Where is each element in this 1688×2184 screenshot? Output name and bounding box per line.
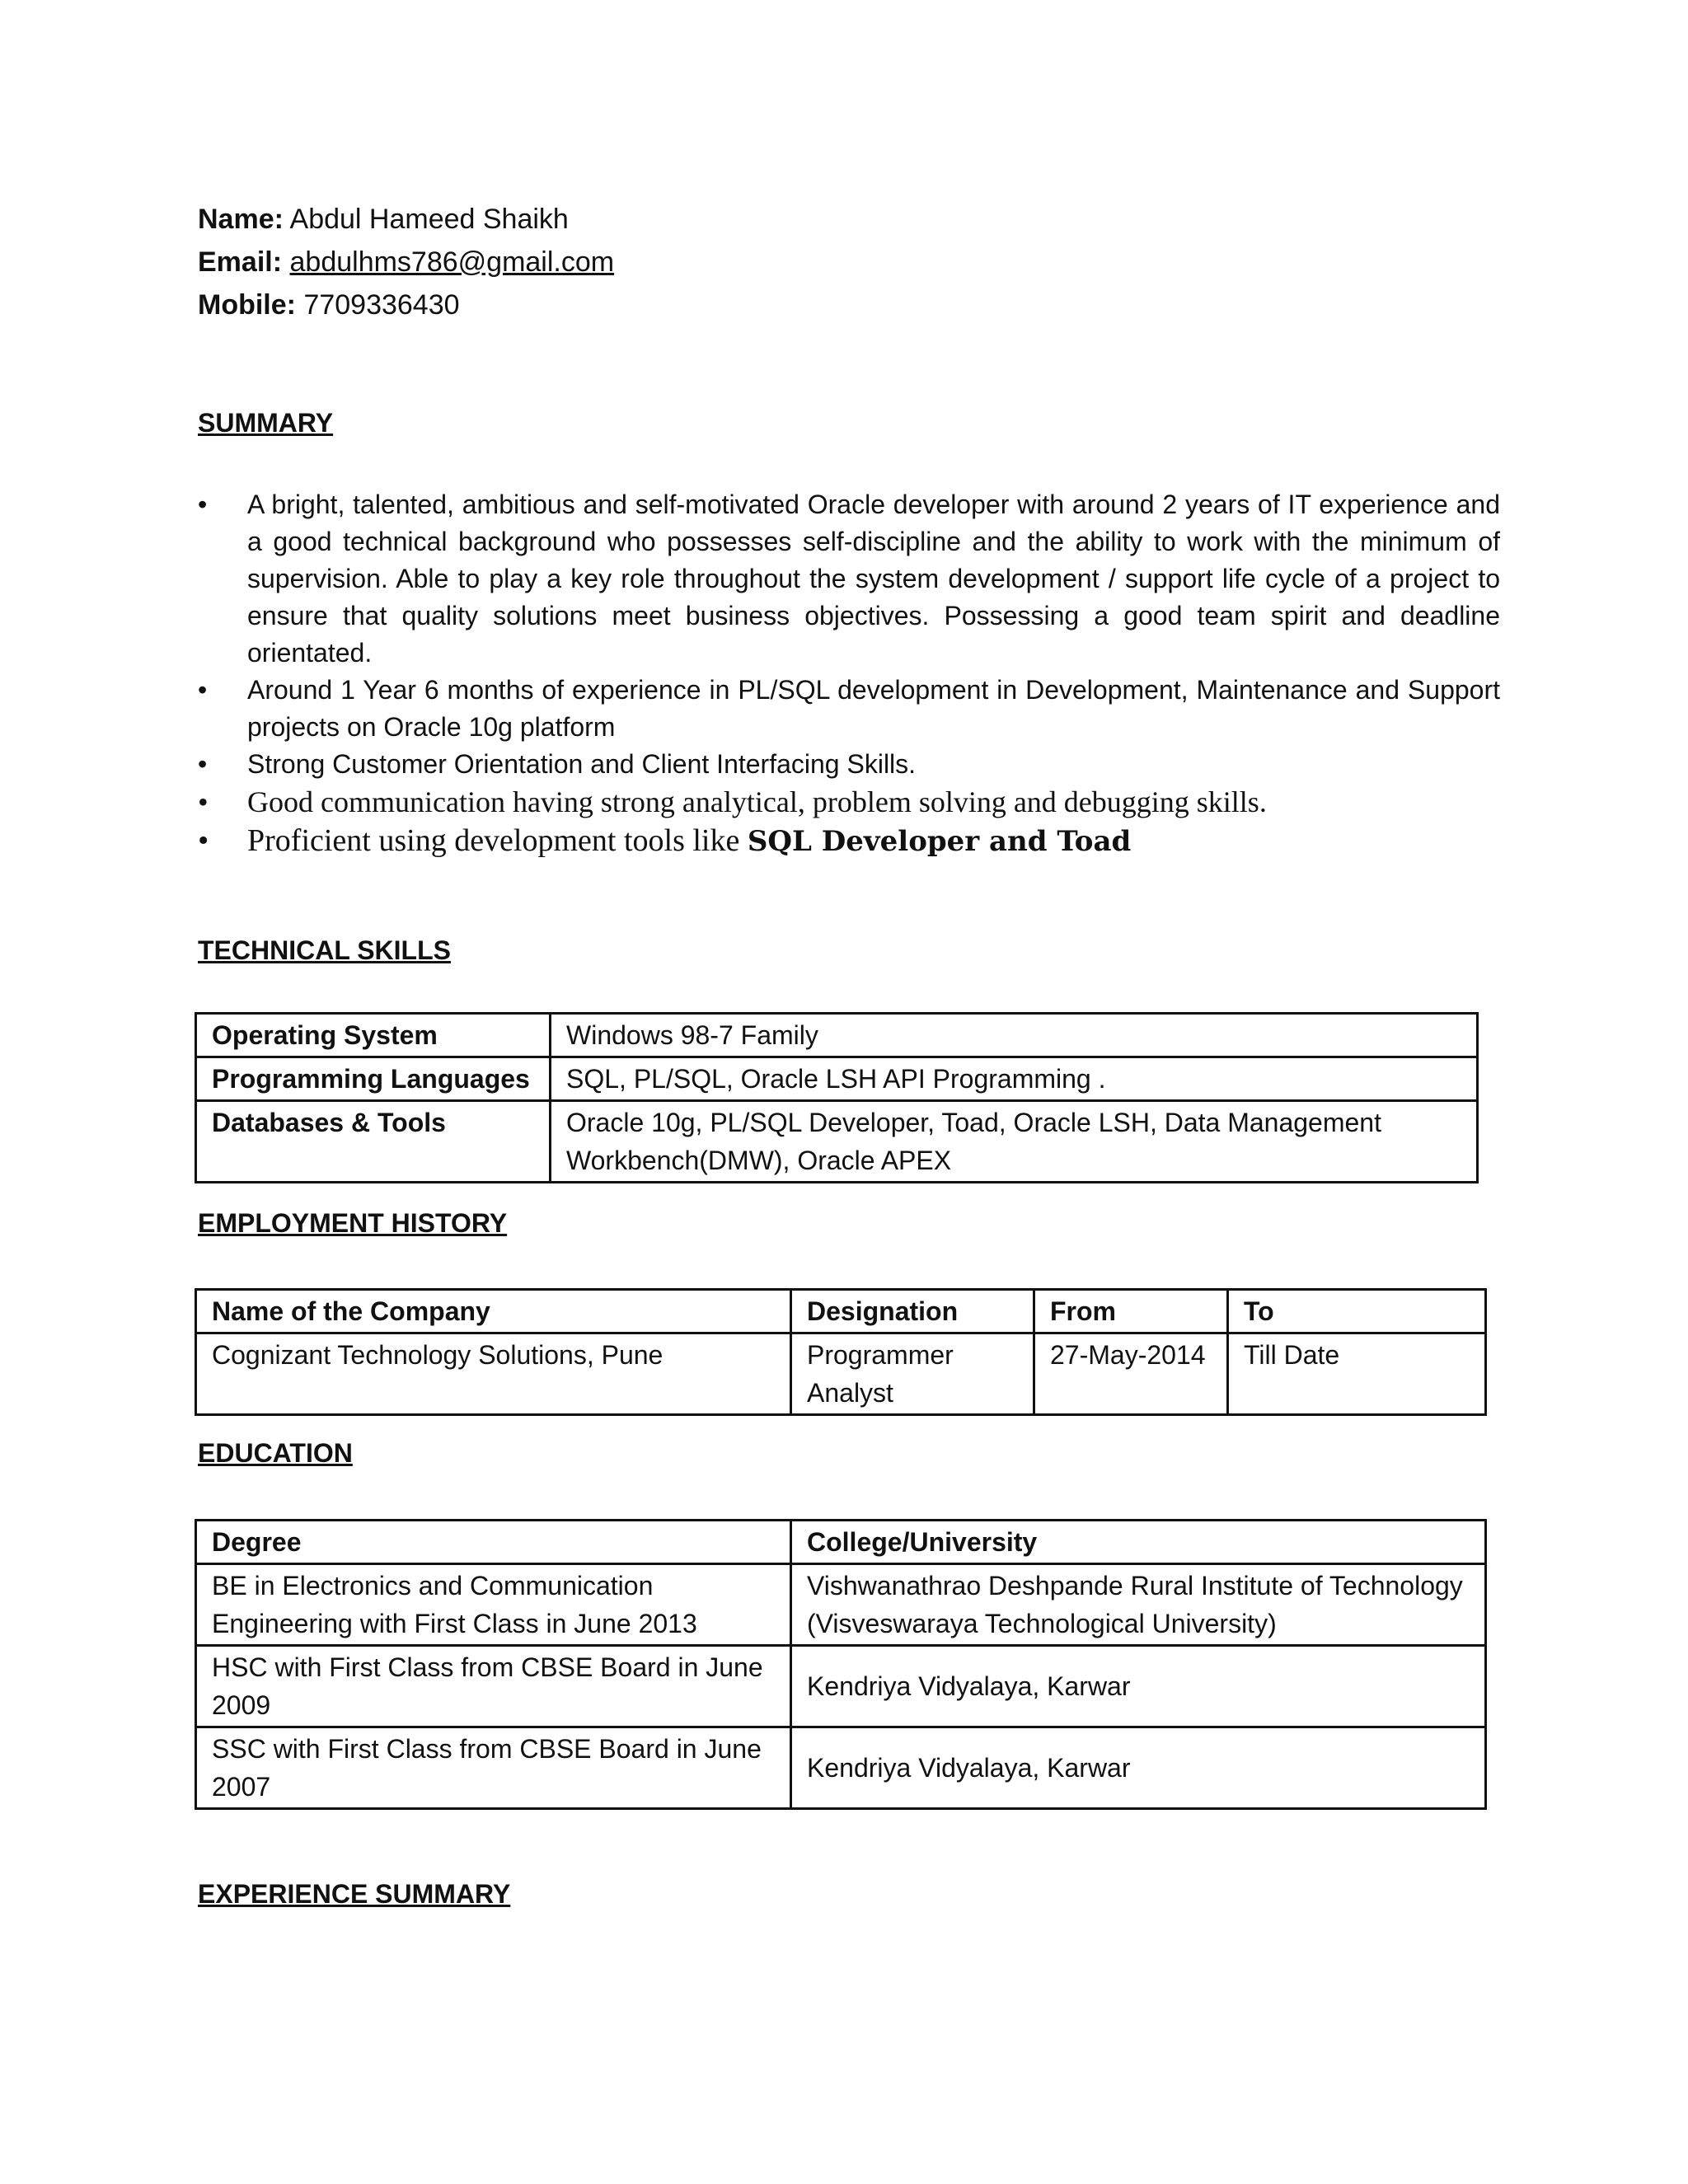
mobile-row	[198, 284, 614, 326]
employment-table	[195, 1288, 1487, 1416]
tools-text: SQL Developer and Toad	[747, 825, 1132, 858]
summary-bullet	[198, 821, 1500, 861]
summary-list	[198, 486, 1500, 861]
mobile-value: 7709336430	[303, 289, 460, 321]
bullet-icon: •	[198, 749, 208, 779]
bullet-icon: •	[198, 490, 208, 519]
column-header: College/University	[791, 1521, 1486, 1564]
designation-cell: Programmer Analyst	[791, 1333, 1034, 1415]
name-label: Name:	[198, 204, 284, 235]
column-header: Name of the Company	[196, 1290, 791, 1333]
degree-cell: SSC with First Class from CBSE Board in June 2007	[196, 1727, 791, 1809]
summary-bullet: • Around 1 Year 6 months of experience in PL/SQL development in Development, Maintenance and Support projects on Oracle 10g platform	[198, 672, 1500, 746]
college-cell: Kendriya Vidyalaya, Karwar	[791, 1727, 1486, 1809]
summary-bullet: • Good communication having strong analytical, problem solving and debugging skills.	[198, 783, 1500, 821]
mobile-label: Mobile:	[198, 289, 296, 321]
table-row	[196, 1101, 1478, 1183]
company-cell: Cognizant Technology Solutions, Pune	[196, 1333, 791, 1415]
table-row	[196, 1014, 1478, 1057]
skill-label: Programming Languages	[196, 1057, 551, 1101]
degree-cell: HSC with First Class from CBSE Board in June 2009	[196, 1646, 791, 1727]
summary-heading: SUMMARY	[198, 408, 334, 438]
bullet-icon: •	[198, 675, 208, 705]
contact-block	[198, 198, 614, 326]
skill-value: Oracle 10g, PL/SQL Developer, Toad, Oracle LSH, Data Management Workbench(DMW), Oracle APEX	[551, 1101, 1478, 1183]
email-label: Email:	[198, 246, 283, 278]
summary-bullet: • A bright, talented, ambitious and self-motivated Oracle developer with around 2 years of IT experience and a good technical background who possesses self-discipline and the ability to work with the minimum of supervision. Able to play a key role throughout the system development / support life cycle of a project to ensure that quality solutions meet business objectives. Possessing a good team spirit and deadline orientated.	[198, 486, 1500, 672]
name-row	[198, 198, 614, 241]
column-header: From	[1034, 1290, 1228, 1333]
education-table	[195, 1519, 1487, 1810]
experience-summary-heading: EXPERIENCE SUMMARY	[198, 1879, 511, 1909]
to-cell: Till Date	[1228, 1333, 1486, 1415]
table-row	[196, 1057, 1478, 1101]
technical-skills-table	[195, 1012, 1479, 1183]
table-row	[196, 1646, 1486, 1727]
email-link[interactable]: abdulhms786@gmail.com	[289, 246, 615, 278]
skill-value: Windows 98-7 Family	[551, 1014, 1478, 1057]
table-row	[196, 1727, 1486, 1809]
table-header-row	[196, 1290, 1486, 1333]
column-header: Degree	[196, 1521, 791, 1564]
email-row	[198, 241, 614, 284]
bullet-icon: •	[198, 785, 209, 818]
college-cell: Vishwanathrao Deshpande Rural Institute of Technology (Visveswaraya Technological University)	[791, 1564, 1486, 1646]
employment-heading: EMPLOYMENT HISTORY	[198, 1208, 508, 1238]
skill-label: Databases & Tools	[196, 1101, 551, 1183]
college-cell: Kendriya Vidyalaya, Karwar	[791, 1646, 1486, 1727]
column-header: To	[1228, 1290, 1486, 1333]
table-header-row	[196, 1521, 1486, 1564]
table-row	[196, 1333, 1486, 1415]
skill-value: SQL, PL/SQL, Oracle LSH API Programming .	[551, 1057, 1478, 1101]
technical-skills-heading: TECHNICAL SKILLS	[198, 935, 451, 965]
from-cell: 27-May-2014	[1034, 1333, 1228, 1415]
summary-bullet: • Strong Customer Orientation and Client Interfacing Skills.	[198, 746, 1500, 783]
column-header: Designation	[791, 1290, 1034, 1333]
table-row	[196, 1564, 1486, 1646]
proficient-text: Proficient using development tools like	[247, 823, 748, 858]
education-heading: EDUCATION	[198, 1438, 353, 1468]
bullet-icon: •	[198, 823, 209, 858]
skill-label: Operating System	[196, 1014, 551, 1057]
name-value: Abdul Hameed Shaikh	[289, 204, 569, 235]
degree-cell: BE in Electronics and Communication Engineering with First Class in June 2013	[196, 1564, 791, 1646]
